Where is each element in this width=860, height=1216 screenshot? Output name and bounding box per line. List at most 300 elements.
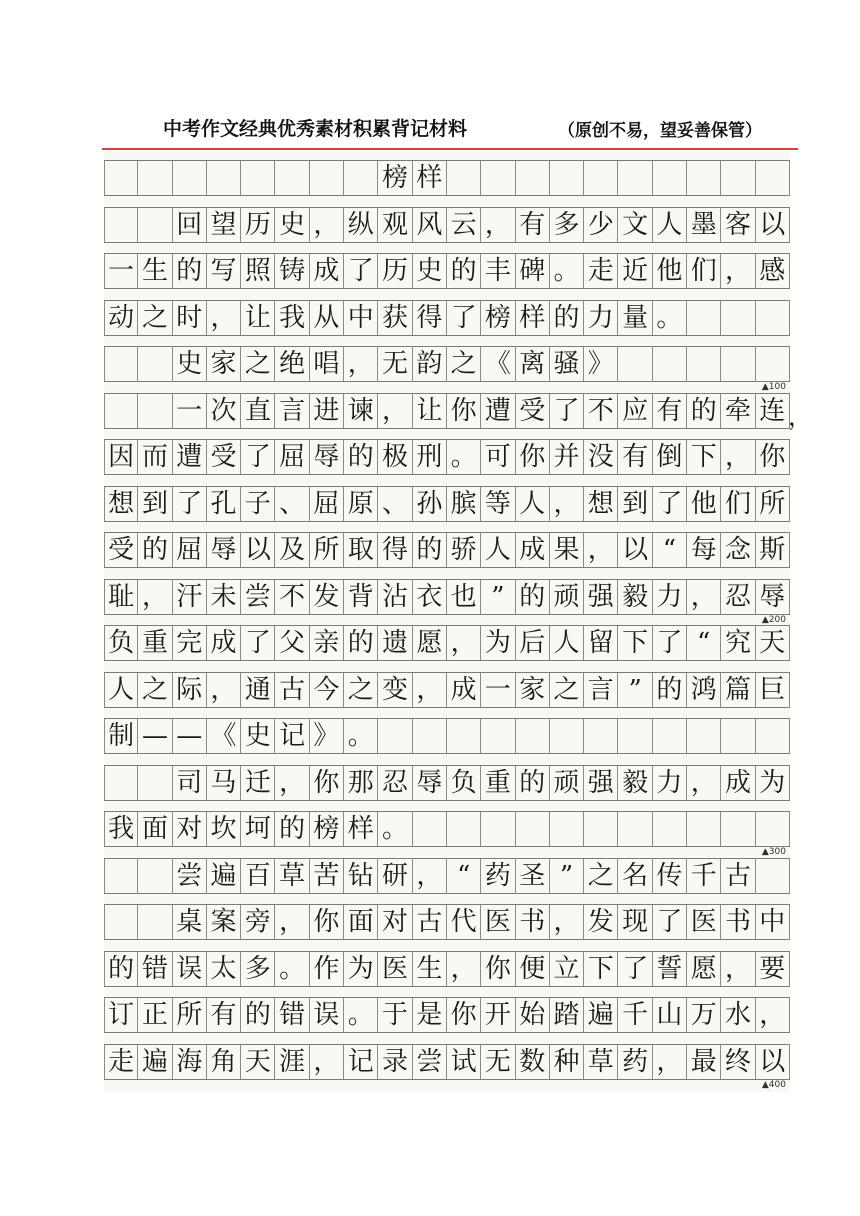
grid-cell: 遗 (378, 626, 412, 660)
grid-cell (618, 719, 652, 753)
grid-cell (138, 394, 172, 428)
grid-cell: 角 (207, 1045, 241, 1079)
composition-grid-paper (104, 152, 812, 1092)
grid-cell: 力 (653, 766, 687, 800)
grid-cell: 际 (173, 673, 207, 707)
grid-cell: 榜 (378, 161, 412, 195)
grid-cell: 未 (207, 580, 241, 614)
grid-cell: 获 (378, 301, 412, 335)
grid-row (104, 672, 790, 708)
grid-cell: 了 (618, 952, 652, 986)
grid-cell: 了 (241, 440, 275, 474)
grid-cell: 感 (756, 254, 790, 288)
grid-cell: 人 (104, 673, 138, 707)
grid-cell: 强 (584, 580, 618, 614)
grid-cell: 顽 (550, 766, 584, 800)
grid-cell: 成 (310, 254, 344, 288)
grid-cell: 榜 (310, 812, 344, 846)
grid-cell: 们 (721, 487, 755, 521)
grid-cell: 书 (516, 905, 550, 939)
grid-cell: 现 (618, 905, 652, 939)
grid-cell (653, 812, 687, 846)
grid-row (104, 300, 790, 336)
grid-row (104, 439, 790, 475)
grid-cell (687, 812, 721, 846)
grid-cell: 榜 (481, 301, 515, 335)
grid-cell: 的 (516, 580, 550, 614)
grid-cell: 受 (207, 440, 241, 474)
grid-cell: 太 (207, 952, 241, 986)
grid-cell: 医 (481, 905, 515, 939)
grid-cell: 云 (447, 208, 481, 242)
grid-cell: 究 (721, 626, 755, 660)
grid-cell: 强 (584, 766, 618, 800)
grid-cell: 你 (481, 952, 515, 986)
grid-row (104, 625, 790, 661)
grid-cell: 种 (550, 1045, 584, 1079)
grid-cell: 人 (550, 626, 584, 660)
grid-cell (241, 161, 275, 195)
grid-cell: 汗 (173, 580, 207, 614)
grid-cell: 》 (310, 719, 344, 753)
grid-cell: 了 (344, 254, 378, 288)
grid-cell (481, 161, 515, 195)
grid-cell: 风 (413, 208, 447, 242)
grid-cell: 遍 (584, 998, 618, 1032)
grid-cell: 订 (104, 998, 138, 1032)
grid-cell: 篇 (721, 673, 755, 707)
page-header (0, 114, 860, 144)
grid-cell: 耻 (104, 580, 138, 614)
grid-cell (310, 161, 344, 195)
grid-cell: 回 (173, 208, 207, 242)
grid-cell: 百 (241, 859, 275, 893)
grid-cell (104, 347, 138, 381)
grid-cell: 所 (310, 533, 344, 567)
grid-cell (138, 766, 172, 800)
grid-cell: 以 (618, 533, 652, 567)
grid-cell: ， (653, 1045, 687, 1079)
grid-cell: 的 (104, 952, 138, 986)
grid-cell: 从 (310, 301, 344, 335)
grid-cell: 丰 (481, 254, 515, 288)
grid-cell: 膑 (447, 487, 481, 521)
grid-cell: 誓 (653, 952, 687, 986)
grid-cell (756, 719, 790, 753)
grid-cell: ， (721, 952, 755, 986)
grid-cell: 了 (653, 487, 687, 521)
grid-cell: 钻 (344, 859, 378, 893)
grid-cell: 最 (687, 1045, 721, 1079)
grid-cell: ， (687, 766, 721, 800)
grid-cell: 的 (173, 254, 207, 288)
grid-cell: 人 (653, 208, 687, 242)
grid-cell: ， (721, 254, 755, 288)
grid-cell: ， (138, 580, 172, 614)
grid-cell: 近 (618, 254, 652, 288)
grid-cell: 历 (378, 254, 412, 288)
grid-cell: 言 (275, 394, 309, 428)
grid-cell (618, 812, 652, 846)
grid-cell: 制 (104, 719, 138, 753)
grid-cell: 斯 (756, 533, 790, 567)
grid-cell (447, 812, 481, 846)
grid-row (104, 951, 790, 987)
grid-cell: “ (447, 859, 481, 893)
grid-cell: 牵 (721, 394, 755, 428)
grid-cell: 水 (721, 998, 755, 1032)
grid-cell: 而 (138, 440, 172, 474)
grid-cell: 。 (275, 952, 309, 986)
grid-cell: 辱 (756, 580, 790, 614)
grid-cell: 迁 (241, 766, 275, 800)
grid-cell: 到 (618, 487, 652, 521)
grid-cell: 生 (413, 952, 447, 986)
grid-cell: 走 (584, 254, 618, 288)
grid-cell: 古 (275, 673, 309, 707)
grid-cell (584, 719, 618, 753)
grid-cell: 的 (344, 626, 378, 660)
grid-row (104, 393, 790, 429)
grid-cell: 照 (241, 254, 275, 288)
grid-cell: 望 (207, 208, 241, 242)
grid-row (104, 858, 790, 894)
grid-cell: 极 (378, 440, 412, 474)
grid-cell: 千 (618, 998, 652, 1032)
grid-cell: ， (447, 952, 481, 986)
grid-cell: 你 (516, 440, 550, 474)
margin-punctuation: ， (788, 402, 812, 431)
grid-cell (756, 301, 790, 335)
grid-cell: 离 (516, 347, 550, 381)
grid-cell: 让 (413, 394, 447, 428)
grid-cell: 你 (447, 998, 481, 1032)
grid-cell: 之 (241, 347, 275, 381)
grid-cell: 尝 (173, 859, 207, 893)
grid-cell: 辱 (413, 766, 447, 800)
grid-cell: 铸 (275, 254, 309, 288)
grid-cell: 写 (207, 254, 241, 288)
grid-cell (104, 905, 138, 939)
grid-cell: ” (550, 859, 584, 893)
grid-cell: 了 (447, 301, 481, 335)
grid-cell: 时 (173, 301, 207, 335)
grid-cell: ” (481, 580, 515, 614)
grid-cell: ， (275, 905, 309, 939)
grid-row (104, 346, 790, 382)
grid-cell: 于 (378, 998, 412, 1032)
grid-cell: 记 (344, 1045, 378, 1079)
grid-cell: 。 (550, 254, 584, 288)
grid-cell (584, 161, 618, 195)
grid-cell: ， (310, 1045, 344, 1079)
grid-cell: 数 (516, 1045, 550, 1079)
grid-cell: 力 (653, 580, 687, 614)
grid-cell: 也 (447, 580, 481, 614)
word-count-marker: ▲300 (761, 847, 786, 857)
grid-cell: 沾 (378, 580, 412, 614)
grid-cell: 的 (447, 254, 481, 288)
grid-cell: 忍 (378, 766, 412, 800)
grid-cell (138, 905, 172, 939)
grid-cell: ， (481, 208, 515, 242)
grid-cell: 他 (653, 254, 687, 288)
grid-cell: 成 (207, 626, 241, 660)
grid-cell: 父 (275, 626, 309, 660)
grid-cell: 桌 (173, 905, 207, 939)
grid-cell: 少 (584, 208, 618, 242)
grid-cell: 背 (344, 580, 378, 614)
grid-cell: 成 (516, 533, 550, 567)
grid-cell: 无 (481, 1045, 515, 1079)
grid-cell: 立 (550, 952, 584, 986)
grid-cell: 发 (584, 905, 618, 939)
grid-cell (756, 347, 790, 381)
grid-cell: 苦 (310, 859, 344, 893)
grid-cell: 多 (550, 208, 584, 242)
grid-cell: 天 (241, 1045, 275, 1079)
grid-cell: 有 (516, 208, 550, 242)
grid-cell: 所 (756, 487, 790, 521)
grid-cell (721, 161, 755, 195)
grid-cell: 的 (687, 394, 721, 428)
grid-cell: 及 (275, 533, 309, 567)
grid-cell: 得 (413, 301, 447, 335)
grid-cell (138, 347, 172, 381)
grid-cell: 了 (241, 626, 275, 660)
grid-cell: 因 (104, 440, 138, 474)
grid-cell: 孙 (413, 487, 447, 521)
grid-cell: 史 (275, 208, 309, 242)
grid-cell (138, 859, 172, 893)
grid-cell: 研 (378, 859, 412, 893)
grid-row (104, 579, 790, 615)
grid-cell: 中 (756, 905, 790, 939)
grid-cell (104, 859, 138, 893)
grid-cell: 忍 (721, 580, 755, 614)
grid-cell: 他 (687, 487, 721, 521)
document-title: 中考作文经典优秀素材积累背记材料 (163, 118, 468, 140)
grid-cell: 尝 (241, 580, 275, 614)
grid-cell: 山 (653, 998, 687, 1032)
grid-cell: 历 (241, 208, 275, 242)
grid-cell: 中 (344, 301, 378, 335)
grid-cell: 。 (447, 440, 481, 474)
grid-cell: 千 (687, 859, 721, 893)
grid-cell (756, 812, 790, 846)
grid-cell: 次 (207, 394, 241, 428)
grid-cell: 你 (756, 440, 790, 474)
grid-cell: 重 (138, 626, 172, 660)
grid-cell: 作 (310, 952, 344, 986)
grid-cell: 样 (516, 301, 550, 335)
grid-cell: ， (310, 208, 344, 242)
grid-cell: 为 (756, 766, 790, 800)
grid-cell: 唱 (310, 347, 344, 381)
copyright-note: （原创不易，望妥善保管） (558, 121, 762, 141)
word-count-marker: ▲400 (761, 1079, 786, 1090)
grid-cell (687, 301, 721, 335)
grid-cell (653, 719, 687, 753)
grid-cell: 有 (618, 440, 652, 474)
grid-cell: 、 (378, 487, 412, 521)
grid-cell: 正 (138, 998, 172, 1032)
grid-cell: 史 (173, 347, 207, 381)
grid-cell: 到 (138, 487, 172, 521)
grid-cell (721, 347, 755, 381)
grid-cell: 踏 (550, 998, 584, 1032)
grid-cell: 的 (413, 533, 447, 567)
grid-cell (618, 347, 652, 381)
grid-cell (173, 161, 207, 195)
grid-cell: 愿 (687, 952, 721, 986)
grid-cell: 《 (481, 347, 515, 381)
grid-cell (104, 394, 138, 428)
grid-cell (207, 161, 241, 195)
grid-cell: 直 (241, 394, 275, 428)
grid-cell: 天 (756, 626, 790, 660)
grid-cell: 发 (310, 580, 344, 614)
grid-cell: 谏 (344, 394, 378, 428)
word-count-marker: ▲200 (761, 614, 786, 625)
grid-cell: 想 (584, 487, 618, 521)
grid-cell: 辱 (310, 440, 344, 474)
grid-cell: 人 (481, 533, 515, 567)
grid-cell: 无 (378, 347, 412, 381)
grid-row (104, 811, 790, 847)
grid-cell: 了 (550, 394, 584, 428)
grid-cell: 《 (207, 719, 241, 753)
grid-cell: 为 (344, 952, 378, 986)
grid-cell: 以 (756, 1045, 790, 1079)
grid-cell: — (173, 719, 207, 753)
grid-cell: 海 (173, 1045, 207, 1079)
grid-cell: ， (413, 859, 447, 893)
grid-cell: 等 (481, 487, 515, 521)
grid-cell (413, 812, 447, 846)
grid-cell: 原 (344, 487, 378, 521)
grid-cell: 坷 (241, 812, 275, 846)
grid-cell (687, 347, 721, 381)
grid-cell: 之 (138, 673, 172, 707)
grid-cell: 尝 (413, 1045, 447, 1079)
grid-cell (653, 161, 687, 195)
grid-cell (344, 161, 378, 195)
grid-cell: 录 (378, 1045, 412, 1079)
grid-cell: 生 (138, 254, 172, 288)
grid-cell: 是 (413, 998, 447, 1032)
grid-cell: 力 (584, 301, 618, 335)
grid-cell: 样 (413, 161, 447, 195)
grid-cell: 走 (104, 1045, 138, 1079)
grid-cell: 留 (584, 626, 618, 660)
grid-cell (550, 812, 584, 846)
grid-cell: 遭 (481, 394, 515, 428)
grid-cell: 通 (241, 673, 275, 707)
grid-cell: 后 (516, 626, 550, 660)
grid-cell (275, 161, 309, 195)
grid-cell: 们 (687, 254, 721, 288)
grid-cell: 之 (138, 301, 172, 335)
grid-cell: 样 (344, 812, 378, 846)
grid-cell: 骚 (550, 347, 584, 381)
grid-cell: 古 (413, 905, 447, 939)
grid-cell: 书 (721, 905, 755, 939)
grid-cell: 史 (413, 254, 447, 288)
grid-cell: ， (344, 347, 378, 381)
grid-cell: 对 (173, 812, 207, 846)
grid-cell: 的 (275, 812, 309, 846)
grid-cell (104, 766, 138, 800)
grid-cell (104, 208, 138, 242)
grid-cell (413, 719, 447, 753)
grid-cell: 下 (584, 952, 618, 986)
grid-cell: 的 (241, 998, 275, 1032)
grid-cell: 成 (447, 673, 481, 707)
grid-row (104, 718, 790, 754)
grid-cell: 量 (618, 301, 652, 335)
grid-cell (721, 812, 755, 846)
grid-cell (516, 161, 550, 195)
grid-row (104, 997, 790, 1033)
grid-cell (516, 719, 550, 753)
grid-cell: 之 (447, 347, 481, 381)
grid-row (104, 160, 790, 196)
grid-cell: 顽 (550, 580, 584, 614)
grid-cell: ， (378, 394, 412, 428)
grid-cell: 马 (207, 766, 241, 800)
grid-cell: 我 (275, 301, 309, 335)
grid-cell: 终 (721, 1045, 755, 1079)
grid-cell: 草 (584, 1045, 618, 1079)
grid-cell: 你 (310, 766, 344, 800)
grid-cell (138, 161, 172, 195)
grid-row (104, 532, 790, 568)
grid-row (104, 765, 790, 801)
grid-cell: 以 (756, 208, 790, 242)
grid-cell: 的 (138, 533, 172, 567)
grid-cell: 圣 (516, 859, 550, 893)
grid-cell: 完 (173, 626, 207, 660)
grid-cell: 的 (550, 301, 584, 335)
grid-cell: ， (207, 673, 241, 707)
grid-cell: 屈 (310, 487, 344, 521)
grid-cell: 可 (481, 440, 515, 474)
grid-cell: 你 (310, 905, 344, 939)
grid-cell: 以 (241, 533, 275, 567)
grid-cell: 屈 (173, 533, 207, 567)
grid-cell: 的 (653, 673, 687, 707)
grid-cell (653, 347, 687, 381)
grid-cell: 一 (481, 673, 515, 707)
grid-cell: 连 (756, 394, 790, 428)
grid-cell (756, 859, 790, 893)
grid-cell: 》 (584, 347, 618, 381)
grid-cell: “ (687, 626, 721, 660)
grid-cell: 让 (241, 301, 275, 335)
grid-cell: 。 (653, 301, 687, 335)
grid-cell: 骄 (447, 533, 481, 567)
grid-cell: 始 (516, 998, 550, 1032)
grid-cell: 记 (275, 719, 309, 753)
grid-cell: 下 (687, 440, 721, 474)
grid-cell: 我 (104, 812, 138, 846)
grid-cell: 医 (378, 952, 412, 986)
grid-row (104, 904, 790, 940)
grid-cell (721, 301, 755, 335)
word-count-marker: ▲100 (761, 382, 786, 392)
grid-cell: 错 (275, 998, 309, 1032)
